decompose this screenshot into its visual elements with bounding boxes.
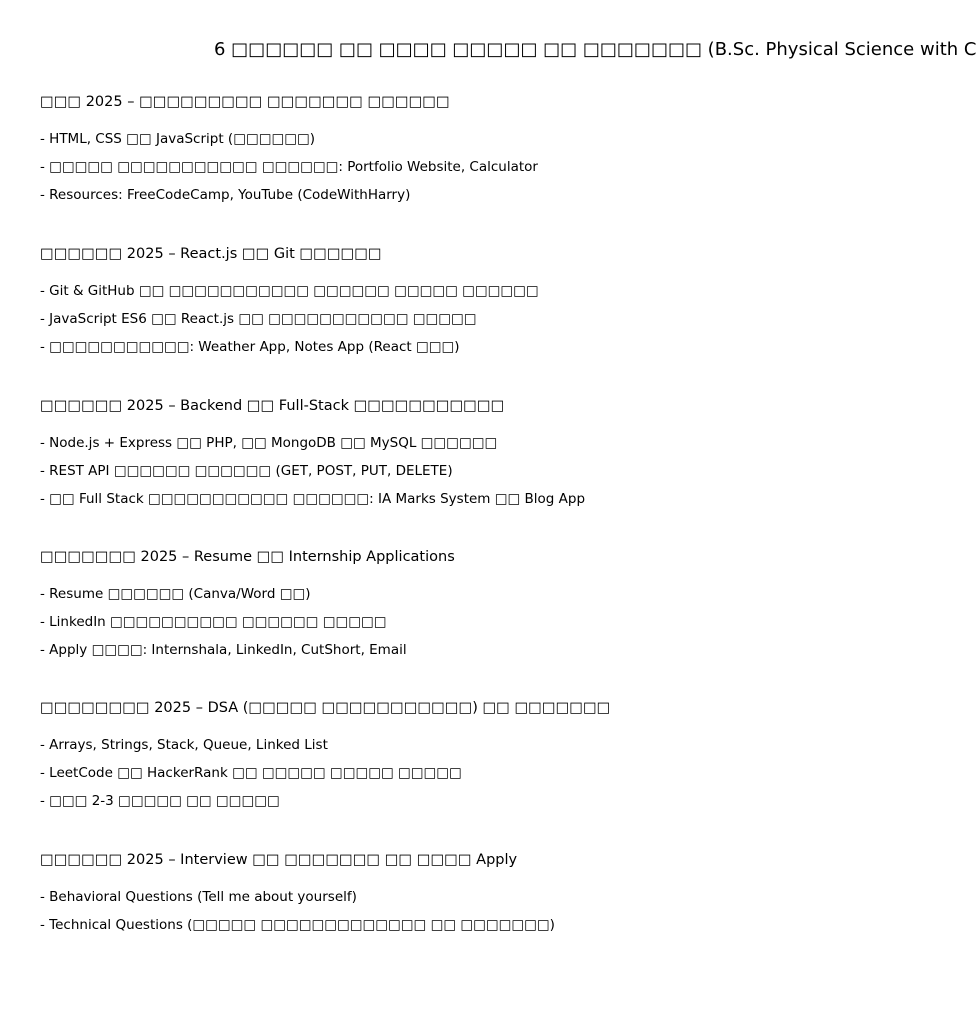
section-item-list <box>40 735 768 819</box>
list-item: - Resume □□□□□□ (Canva/Word □□) <box>40 586 311 602</box>
list-item: - JavaScript ES6 □□ React.js □□ □□□□□□□□□□□ □□□□□ <box>40 311 477 327</box>
section-month-2 <box>40 244 768 365</box>
list-item: - Arrays, Strings, Stack, Queue, Linked List <box>40 737 328 753</box>
section-month-1 <box>40 92 768 213</box>
page-title: 6 □□□□□□ □□ □□□□ □□□□□ □□ □□□□□□□ (B.Sc. Physical Science with C <box>214 39 976 60</box>
list-item: - LeetCode □□ HackerRank □□ □□□□□ □□□□□ □□□□□ <box>40 765 462 781</box>
list-item: - Apply □□□□: Internshala, LinkedIn, CutShort, Email <box>40 642 407 658</box>
list-item: - HTML, CSS □□ JavaScript (□□□□□□) <box>40 131 315 147</box>
section-month-4 <box>40 547 768 668</box>
list-item: - Node.js + Express □□ PHP, □□ MongoDB □□ MySQL □□□□□□ <box>40 435 498 451</box>
list-item: - □□□ 2-3 □□□□□ □□ □□□□□ <box>40 793 280 809</box>
section-item-list <box>40 129 768 213</box>
section-heading: □□□□□□ 2025 – Backend □□ Full-Stack □□□□□□□□□□□ <box>40 398 505 414</box>
section-item-list <box>40 584 768 668</box>
list-item: - Git & GitHub □□ □□□□□□□□□□□ □□□□□□ □□□□□ □□□□□□ <box>40 283 539 299</box>
section-heading: □□□□□□ 2025 – Interview □□ □□□□□□□ □□ □□□□ Apply <box>40 852 518 868</box>
section-heading: □□□ 2025 – □□□□□□□□□ □□□□□□□ □□□□□□ <box>40 94 450 110</box>
list-item: - Resources: FreeCodeCamp, YouTube (CodeWithHarry) <box>40 187 411 203</box>
section-heading: □□□□□□ 2025 – React.js □□ Git □□□□□□ <box>40 246 382 262</box>
section-item-list <box>40 281 768 365</box>
list-item: - LinkedIn □□□□□□□□□□ □□□□□□ □□□□□ <box>40 614 387 630</box>
list-item: - Technical Questions (□□□□□ □□□□□□□□□□□□□ □□ □□□□□□□) <box>40 917 555 933</box>
section-month-6 <box>40 850 768 943</box>
list-item: - □□□□□ □□□□□□□□□□□ □□□□□□: Portfolio Website, Calculator <box>40 159 538 175</box>
section-heading: □□□□□□□ 2025 – Resume □□ Internship Applications <box>40 549 455 565</box>
list-item: - REST API □□□□□□ □□□□□□ (GET, POST, PUT, DELETE) <box>40 463 453 479</box>
section-item-list <box>40 433 768 517</box>
section-month-5 <box>40 698 768 819</box>
list-item: - □□ Full Stack □□□□□□□□□□□ □□□□□□: IA Marks System □□ Blog App <box>40 491 586 507</box>
list-item: - Behavioral Questions (Tell me about yourself) <box>40 889 357 905</box>
section-heading: □□□□□□□□ 2025 – DSA (□□□□□ □□□□□□□□□□□) □□ □□□□□□□ <box>40 700 611 716</box>
list-item: - □□□□□□□□□□□: Weather App, Notes App (React □□□) <box>40 339 460 355</box>
section-item-list <box>40 887 768 943</box>
section-month-3 <box>40 396 768 517</box>
